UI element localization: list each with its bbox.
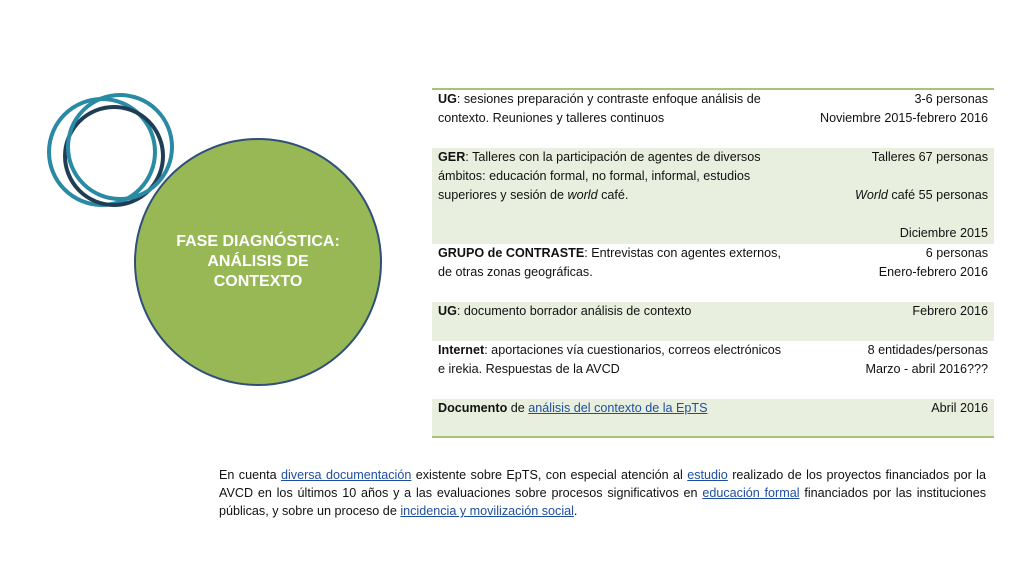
detail-cell: 8 entidades/personas Marzo - abril 2016??? (865, 343, 988, 377)
activity-cell: Documento de análisis del contexto de la EpTS (432, 399, 794, 437)
ring-teal-right (68, 95, 172, 199)
phase-title: FASE DIAGNÓSTICA: ANÁLISIS DE CONTEXTO (176, 233, 340, 290)
detail-cell: Febrero 2016 (794, 302, 994, 341)
study-link[interactable]: estudio (687, 468, 728, 482)
table-row (432, 341, 994, 399)
activity-cell: GER: Talleres con la participación de agentes de diversos ámbitos: educación formal, no formal, informal, estudios superiores y sesión de world café. (432, 148, 794, 244)
footer-paragraph: En cuenta diversa documentación existente sobre EpTS, con especial atención al estudio realizado de los proyectos financiados por la AVCD en los últimos 10 años y a las evaluaciones sobre procesos significativos en educación formal financiados por las instituciones públicas, y sobre un proceso de incidencia y movilización social. (219, 468, 987, 518)
activity-cell: UG: sesiones preparación y contraste enfoque análisis de contexto. Reuniones y talleres continuos (432, 89, 794, 148)
detail-cell: Talleres 67 personas World café 55 personas Diciembre 2015 (794, 148, 994, 244)
activity-cell: GRUPO de CONTRASTE: Entrevistas con agentes externos, de otras zonas geográficas. (438, 246, 781, 280)
table-row (432, 302, 994, 341)
detail-cell: 3-6 personas Noviembre 2015-febrero 2016 (794, 89, 994, 148)
table-row (432, 244, 994, 302)
activity-cell: Internet: aportaciones vía cuestionarios, correos electrónicos e irekia. Respuestas de la AVCD (438, 343, 781, 377)
documentation-link[interactable]: diversa documentación (280, 468, 412, 482)
detail-cell: 6 personas Enero-febrero 2016 (878, 246, 988, 280)
ring-teal-left (49, 99, 155, 205)
table-row (432, 399, 994, 437)
ring-dark (65, 107, 163, 205)
formal-education-link[interactable]: educación formal (702, 486, 800, 500)
phase-circle (134, 138, 382, 386)
activity-cell: UG: documento borrador análisis de contexto (432, 302, 794, 341)
activities-table (432, 88, 994, 438)
table-row (432, 89, 994, 148)
advocacy-link[interactable]: incidencia y movilización social (400, 504, 574, 518)
table-row (432, 148, 994, 244)
context-analysis-link[interactable]: análisis del contexto de la EpTS (528, 401, 708, 415)
detail-cell: Abril 2016 (794, 399, 994, 437)
